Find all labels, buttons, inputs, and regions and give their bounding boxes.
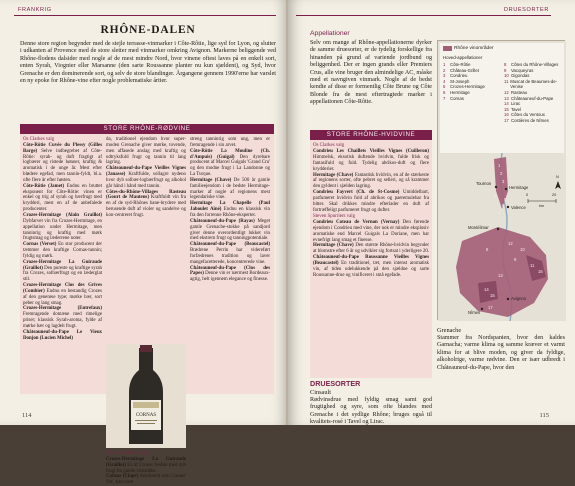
map-region-number: 7	[498, 211, 501, 216]
selection-subheading: Os Clarkes valg	[313, 143, 345, 148]
north-label: N	[556, 175, 559, 179]
wine-description: En stor producent der tæmmer den kraftige Cornas-tannin; fyldig og mørk.	[23, 242, 102, 259]
wine-description: Meget gamle Grenache-stokke på sandjord giver denne overordentligt lukket vin med ekstrem frugt og tanningpotentiale.	[190, 218, 270, 242]
map-region-number: 4	[494, 193, 497, 198]
legend-label: Côtes du Ventoux	[511, 112, 545, 118]
wine-description: De 500 år gamle familieejendom i de bedste Hermitage-marker af nogle af regionens mest legendariske vine.	[190, 177, 270, 201]
red-wines-column-b	[106, 137, 186, 219]
rhone-map	[437, 40, 565, 320]
wine-description: Endnu en klassisk vin fra den forrenne Rhône-eksperter.	[190, 207, 270, 218]
town-avignon: Avignon	[511, 296, 527, 301]
running-head-right: DRUESORTER	[503, 7, 549, 13]
scale-zero: 0	[526, 193, 529, 197]
wine-name: Châteauneuf-du-Pape (Beaucastel)	[190, 242, 270, 248]
legend-entry	[443, 96, 501, 102]
town-montelimar: Montélimar	[468, 225, 489, 230]
cornas-bottle-photo	[106, 344, 186, 448]
legend-number: 5	[443, 84, 446, 90]
wine-description: Den største Rhône-hvidvin begynder at blomstre efter 6 år og udvikler sig fortsat i yderligere 20.	[313, 243, 429, 255]
legend-number: 7	[443, 95, 446, 101]
map-region-number: 17	[488, 305, 493, 310]
wine-description: streng tanninrig som ung, men er fremragende i sin arvet.	[190, 137, 270, 148]
appellationer-text: Selv om mange af Rhône-appellationerne dyrker de samme druesorter, er de tydelig forskellige fra hinanden på grund af variende jordbund og beliggenhed. Der er ingen grands eller Premiers Crus, alle vine bruger den almindelige AC, måske med et navngiven vinmark. Nogle af de bedst kendte af disse er formentlig Côte Brune og Côte Blonde fra de mest eftertragtede marker i appellationen Côte-Rôtie.	[310, 40, 432, 106]
white-wines-column	[313, 143, 429, 279]
wine-name: Cornas (Clape)	[106, 474, 139, 480]
red-wines-column-c	[190, 137, 270, 283]
right-page	[288, 0, 575, 425]
map-region-number: 15	[490, 293, 495, 298]
wine-name: Côte-Rôtie La Mouline (Ch. d'Ampuis) (Guigal)	[190, 148, 270, 160]
wine-name: Châteauneuf-du-Pape (Rayas)	[190, 218, 255, 224]
legend-label: Châteauneuf-du-Pape	[511, 95, 554, 101]
wine-description: Den dyrebare producent af Marcel Guigals 'Grand Cru' og den modne frugt i La Landonne og La Turque.	[190, 154, 270, 178]
legend-label: Tavel	[511, 106, 522, 112]
selection-subheading: Os Clarkes valg	[23, 137, 55, 142]
map-region-number: 3	[502, 179, 505, 184]
wine-description: Endnu en bestandig Crozes af den generøse type; mørke bær, sort peber og lang smag.	[23, 288, 102, 306]
white-wines-box-title: STORE RHÔNE-HVIDVINE	[310, 130, 432, 140]
bottle-label-text: CORNAS	[135, 413, 157, 418]
appellationer-heading: Appellationer	[310, 30, 350, 37]
scale-unit: km	[539, 204, 545, 208]
wine-name: Châteauneuf-du-Pape Le Vieux Donjon (Lucien Michel)	[23, 329, 102, 341]
wine-description: Brødrene Perrin har videreført forfædrenes tradition og laver mangefacetterede, koncentrerede vine.	[190, 248, 270, 265]
wine-description: Umiddelbart, parfumeret hvidvin fuld af abrikos og paeremulebar fra bitter. Skal drikkes mindre efterlader en duft af fortræffeligt parfumeret frugt og dufter.	[313, 190, 429, 213]
legend-label: Crozes-Hermitage	[450, 84, 485, 90]
legend-number: 10	[504, 73, 509, 79]
legend-label: Rasteau	[511, 89, 528, 95]
map-region-number: 14	[484, 287, 489, 292]
wine-description: Fremragende domæne med rimelige priser; klassisk Syrah-aroma, fylde af mørke bær og lagdelt frugt.	[23, 312, 102, 329]
wine-description: Kraftfuldt vin fra en af de syd-Rhônes bane-brydere med berusende duft af violer og sandelve og kon-centreret frugt.	[106, 195, 186, 218]
map-region-number: 1	[498, 163, 501, 168]
wine-name: Côtes-du-Rhône-Villages Rasteau (Gourt de Mautens)	[106, 189, 186, 201]
town-valence: Valence	[511, 205, 526, 210]
legend-number: 6	[443, 89, 446, 95]
legend-subtitle: Hoved-appellationer	[443, 55, 483, 60]
legend-number: 15	[504, 106, 509, 112]
wine-name: Cornas (Verset)	[23, 242, 57, 248]
page-title: RHÔNE-DALEN	[100, 24, 196, 36]
legend-column-a	[443, 62, 501, 101]
legend-number: 16	[504, 112, 509, 118]
legend-entry	[504, 79, 564, 90]
cinsault-heading: Cinsault	[310, 389, 331, 396]
legend-label: Hermitage	[450, 89, 470, 95]
intro-paragraph: Denne store region begynder med de stejle terrasse-vinmarker i Côte-Rôtie, lige syd for Lyon, og slutter i udkanten af Provence med de store sletter med vinmarker omkring Avignon. Markerne beliggende ved Rhône-flodens dalsider med nogle af de mest mindre Nord, hvor vinene oftest laves på en enkelt sort, enten Syrah, Viognier eller Marsanne (den sarte Roussanne planter nu kun sjældent), og Syd, hvor Grenache er den dominerende sort, og selv de store blandinger. Årgangene gennem 1990'erne har varslet en ny epoke for Rhône-vine efter nogle problematiske årtier.	[20, 41, 276, 85]
legend-label: Cornas	[450, 95, 464, 101]
map-region-number: 9	[514, 257, 517, 262]
grenache-text: Stammer fra Nordspanien, hvor den kaldes Garnacha; varme klima og samme kræver et varmt klima for at blive moden, og giver da fyldige, alkoholrige, varme rødvine. Den er især udbredt i Châteauneuf-du-Pape, hvor den	[437, 335, 565, 371]
selection-subheading: Steven Spurriers valg	[313, 213, 356, 219]
legend-number: 4	[443, 78, 446, 84]
wine-description: Endnu en bruttet eksponent for Côte-Rôtie: vinen er enkel og trig af syrah og bærfrugt med krydderi, mest en af de anbefalede producenter.	[23, 183, 102, 213]
map-region-number: 11	[530, 263, 535, 268]
legend-label: Muscat de Beaumes-de-Venise	[510, 78, 558, 90]
wine-description: Kraftfulde, sollagre nydeno hvor dyb solbær-logbærfrugt og alkohol går hånd i hånd med tannin.	[106, 172, 186, 189]
running-head-rule-right	[296, 15, 551, 16]
map-region-number: 10	[520, 247, 525, 252]
map-region-number: 13	[498, 273, 503, 278]
legend-number: 13	[504, 95, 509, 101]
wine-name: Condrieu Fayvert (Ch. de St-Cosme)	[313, 190, 400, 196]
wine-name: Condrieu Les Chaillets Vieilles Vignes (Cuilleron)	[313, 148, 429, 154]
map-region-number: 12	[508, 241, 513, 246]
wine-description: Fantastisk hvidvin, en af de stærkeste af regionens sorter, ofte pebret og selleri, og så krammer den gyldent i sjælden lagring.	[313, 172, 429, 190]
legend-label: Gigondas	[511, 73, 530, 79]
running-head-left: FRANKRIG	[18, 7, 52, 13]
legend-label: Côte-Rôtie	[450, 62, 471, 67]
map-legend	[440, 43, 564, 153]
legend-label: St-Joseph	[450, 78, 470, 84]
map-region-number: 6	[502, 203, 505, 208]
scale-twenty: 20	[552, 193, 557, 197]
cinsault-text: Rødvinsdrue med fyldig smag samt god frugtighed og syre, som ofte blandes med Grenache i det sydlige Rhône; bruges også til kvalitets-rosé i Tavel og Lirac.	[310, 397, 432, 426]
wine-name: Crozes-Hermitage Clos des Grives (Combier)	[23, 283, 102, 294]
legend-label: Costières de Nîmes	[511, 117, 549, 123]
bottle-illustration	[106, 344, 186, 448]
wine-name: Châteauneuf-du-Pape (Clos des Papes)	[190, 265, 270, 277]
wine-description: Himmelsk, eksotisk duftende hvidvin, fulde frisk og fantasifuld og fuld. Tydelig abrikos-duft og flere krydderier.	[313, 154, 429, 172]
wine-description: Dybfarvet vin fra Crozes-Hermitage, en appellation under Hermitage, men tanninrig og kraftig med mørk frugtsmag og læderrene noter.	[23, 218, 102, 242]
red-wines-column-a	[23, 137, 102, 342]
grenache-heading: Grenache	[437, 327, 462, 334]
legend-number: 17	[504, 117, 509, 123]
red-wines-column-b-lower	[106, 451, 186, 486]
legend-label: Côtes du Rhône-Villages	[511, 62, 559, 67]
map-region-number: 16	[538, 269, 543, 274]
map-region-number: 5	[504, 197, 507, 202]
page-number-right: 115	[539, 412, 549, 419]
wine-description: Den pureste og kraftige syrah fra Crozes, solbærfrugt og en læderglat stil.	[23, 265, 102, 283]
white-wines-box	[310, 130, 432, 378]
wine-name: Châteauneuf-du-Pape Vieilles Vignes (Janasse)	[106, 166, 186, 178]
legend-label: Château-Grillet	[450, 67, 479, 73]
legend-label: Lirac	[511, 101, 521, 107]
wine-description: En af Crozes' bedste med dyb frugt fra gamle vinstokke.	[106, 462, 186, 474]
wine-description: Den førende ejendom i Condrieu med vine, der nok er mindre eksplosiv aromatiske end Marcel Guigals La Doriane, men har evnefrigt lang smag et finesse.	[313, 219, 429, 243]
wine-description: da, traditionel ejendom hvor super-moden Grenache giver mørke, tovende, men affasede anslag med kraftig og udtryksfuld frugt og tannin til lang lagring.	[106, 137, 186, 166]
wine-name: Crozes-Hermitage (Alain Graillot)	[23, 212, 102, 218]
legend-number: 8	[504, 62, 507, 67]
wine-name: Côte-Rôtie (Jamet)	[23, 183, 65, 189]
legend-column-b	[504, 62, 564, 124]
town-tournon: Tournon	[476, 181, 492, 186]
legend-number: 1	[443, 62, 446, 67]
wine-name: Condrieu Coteau de Vernon (Vernay)	[313, 219, 400, 225]
legend-entry	[504, 118, 564, 124]
page-number-left: 114	[22, 412, 32, 419]
wine-name: Crozes-Hermitage La Guiraude (Graillot)	[106, 456, 186, 468]
wine-description: Anerkendt som Cornas' 'far', kan være	[106, 474, 186, 486]
wine-name: Côte-Rôtie Cuvée du Plessy (Gilles Barge)	[23, 142, 102, 154]
legend-number: 11	[504, 78, 509, 84]
legend-label: Vacqueyras	[511, 67, 534, 73]
running-head-rule	[14, 15, 276, 16]
legend-number: 12	[504, 89, 509, 95]
wine-description: En traditionel, tæt, men intenst aromatisk vin, af tiden udelukkende på den sjældne og sarte Roussanne-drue og vinificeret i små egefade.	[313, 261, 429, 278]
wine-name: Hermitage (Chave)	[313, 172, 354, 178]
wine-name: Crozes-Hermitage (Entrefaux)	[23, 306, 102, 312]
legend-number: 9	[504, 67, 507, 73]
red-wines-box-title: STORE RHÔNE-RØDVINE	[20, 124, 274, 134]
legend-number: 3	[443, 73, 446, 79]
town-nimes: Nîmes	[468, 310, 481, 315]
legend-number: 14	[504, 101, 509, 107]
wine-name: Crozes-Hermitage La Guiraude (Graillot)	[23, 259, 102, 271]
legend-number: 2	[443, 67, 446, 73]
selection-subheading: Steven Spurriers valg	[106, 451, 149, 456]
druesorter-heading: DRUESORTER	[310, 379, 361, 388]
map-region-number: 2	[500, 171, 503, 176]
wine-description: Selve indbegrebet af Côte-Rôtie: syrah- og duft fragtigt af logbærer og ristede bønner, kraftig & aromatisk i de unge år. Mest efter blødere egefad, men tannin-fyldt, bl.a. ofte flere år efter høsten.	[23, 148, 102, 183]
town-hermitage: Hermitage	[509, 185, 529, 190]
wine-name: Hermitage (Chave)	[313, 243, 354, 249]
wine-name: Hermitage La Chapelle (Paul Jaboulet Aîné)	[190, 201, 270, 213]
map-region-number: 8	[486, 247, 489, 252]
wine-name: Châteauneuf-du-Pape Roussanne Vieilles Vignes (Beaucastel)	[313, 255, 429, 267]
legend-label: Condrieu	[450, 73, 468, 79]
wine-name: Hermitage (Chave)	[190, 177, 232, 183]
wine-description: Denne vin er nærmest Bordeaux-agtig, helt igennem elegance og finesse.	[190, 271, 271, 283]
legend-title: Rhône vinområder	[454, 46, 494, 51]
